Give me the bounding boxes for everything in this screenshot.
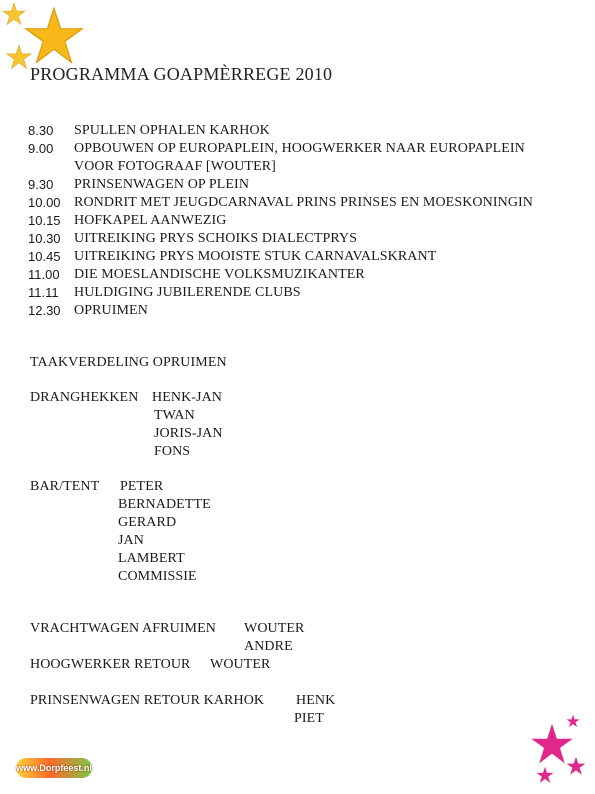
- schedule-desc: OPRUIMEN: [74, 303, 148, 318]
- task-person: WOUTER: [244, 621, 305, 636]
- schedule-desc: DIE MOESLANDISCHE VOLKSMUZIKANTER: [74, 267, 365, 282]
- task-person: TWAN: [154, 408, 195, 423]
- task-person: WOUTER: [210, 657, 271, 672]
- schedule-row: [28, 230, 588, 248]
- star-icon: [536, 766, 554, 784]
- schedule-time: 10.45: [28, 249, 61, 264]
- task-person: HENK-JAN: [152, 390, 223, 405]
- task-person: ANDRE: [244, 639, 293, 654]
- schedule-time: 11.00: [28, 267, 60, 282]
- schedule-time: 10.30: [28, 231, 61, 246]
- schedule-row: [28, 158, 588, 176]
- schedule-row: [28, 248, 588, 266]
- task-person: FONS: [154, 444, 191, 459]
- schedule-list: [28, 122, 588, 320]
- logo-text: www.Dorpfeest.nl: [16, 763, 92, 773]
- schedule-row: [28, 176, 588, 194]
- section-heading: TAAKVERDELING OPRUIMEN: [30, 355, 227, 370]
- schedule-row: [28, 284, 588, 302]
- star-icon: [6, 44, 32, 70]
- task-label: HOOGWERKER RETOUR: [30, 657, 191, 672]
- schedule-time: 9.00: [28, 141, 54, 156]
- schedule-desc: UITREIKING PRYS MOOISTE STUK CARNAVALSKRANT: [74, 249, 437, 264]
- site-logo: [16, 758, 92, 778]
- schedule-row: [28, 122, 588, 140]
- task-person: PIET: [294, 711, 324, 726]
- task-person: GERARD: [118, 515, 177, 530]
- schedule-desc: OPBOUWEN OP EUROPAPLEIN, HOOGWERKER NAAR EUROPAPLEIN: [74, 141, 525, 156]
- star-icon: [2, 2, 26, 26]
- task-person: HENK: [296, 693, 336, 708]
- schedule-desc: HULDIGING JUBILERENDE CLUBS: [74, 285, 301, 300]
- schedule-desc: VOOR FOTOGRAAF [WOUTER]: [74, 159, 276, 174]
- task-person: BERNADETTE: [118, 497, 211, 512]
- task-person: COMMISSIE: [118, 569, 197, 584]
- schedule-time: 10.15: [28, 213, 61, 228]
- task-label: VRACHTWAGEN AFRUIMEN: [30, 621, 216, 636]
- star-icon: [566, 714, 580, 728]
- schedule-row: [28, 140, 588, 158]
- task-label: DRANGHEKKEN: [30, 390, 139, 405]
- task-person: JORIS-JAN: [154, 426, 223, 441]
- schedule-time: 8.30: [28, 123, 54, 138]
- schedule-desc: PRINSENWAGEN OP PLEIN: [74, 177, 250, 192]
- schedule-time: 10.00: [28, 195, 61, 210]
- schedule-row: [28, 266, 588, 284]
- schedule-desc: HOFKAPEL AANWEZIG: [74, 213, 227, 228]
- task-person: PETER: [120, 479, 164, 494]
- schedule-desc: UITREIKING PRYS SCHOIKS DIALECTPRYS: [74, 231, 358, 246]
- schedule-row: [28, 302, 588, 320]
- task-person: JAN: [118, 533, 144, 548]
- schedule-time: 9.30: [28, 177, 54, 192]
- page-title: PROGRAMMA GOAPMÈRREGE 2010: [30, 64, 333, 84]
- task-label: PRINSENWAGEN RETOUR KARHOK: [30, 693, 265, 708]
- star-icon: [566, 756, 586, 776]
- schedule-desc: RONDRIT MET JEUGDCARNAVAL PRINS PRINSES EN MOESKONINGIN: [74, 195, 533, 210]
- schedule-row: [28, 194, 588, 212]
- star-icon: [24, 6, 84, 66]
- schedule-row: [28, 212, 588, 230]
- task-label: BAR/TENT: [30, 479, 100, 494]
- task-person: LAMBERT: [118, 551, 185, 566]
- schedule-time: 11.11: [28, 285, 59, 300]
- schedule-time: 12.30: [28, 303, 61, 318]
- schedule-desc: SPULLEN OPHALEN KARHOK: [74, 123, 270, 138]
